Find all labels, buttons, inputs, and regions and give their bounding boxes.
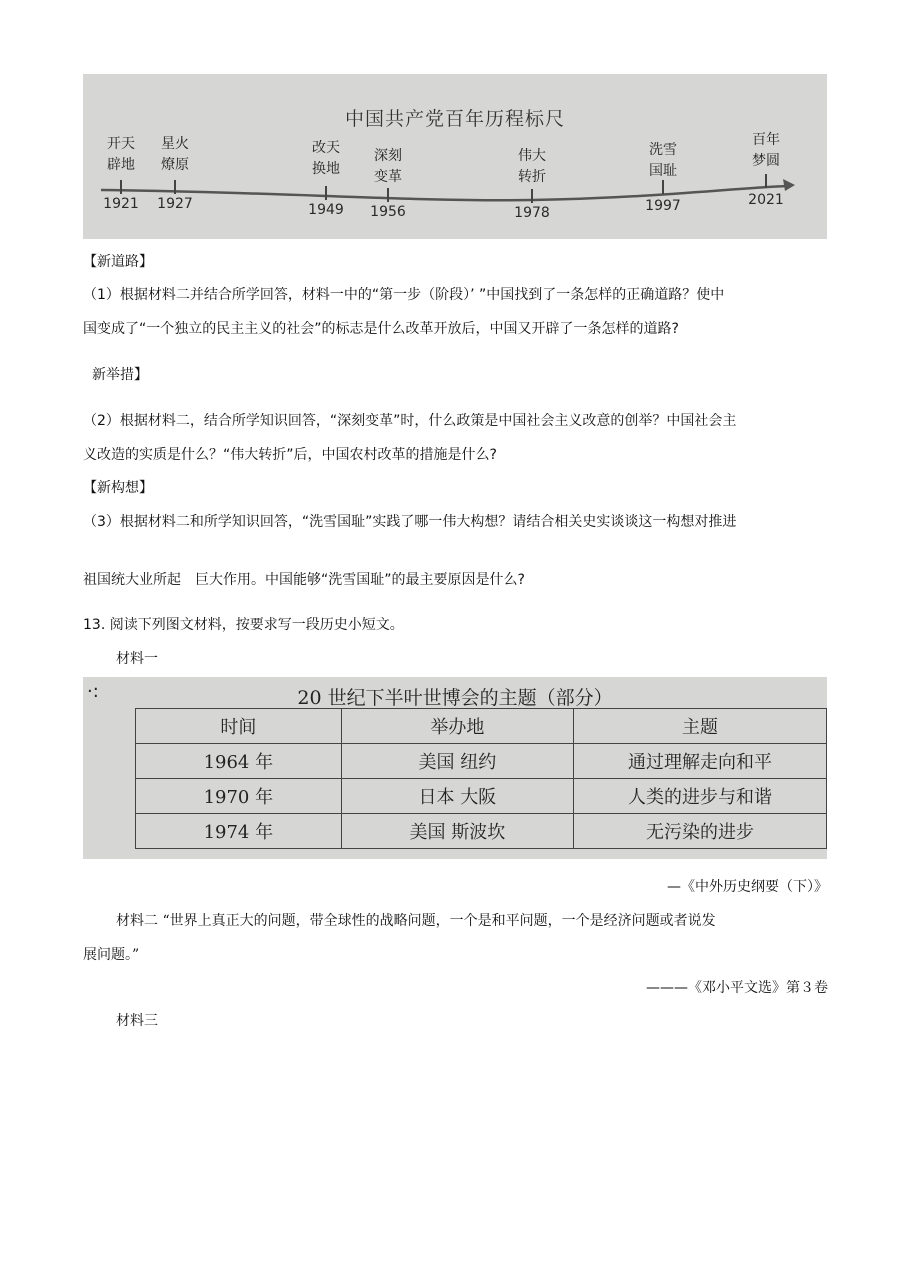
material-2-line-1: 材料二 “世界上真正大的问题，带全球性的战略问题，一个是和平问题，一个是经济问题或者说发 [116, 913, 716, 929]
section-heading-new-measures: 新举措】 [92, 367, 148, 383]
timeline-event-year: 1927 [157, 196, 193, 212]
source-citation-2: ———《邓小平文选》第３卷 [646, 980, 828, 996]
material-2-line-2: 展问题。” [83, 947, 140, 963]
material-1-label: 材料一 [116, 651, 158, 667]
expo-table-image [83, 677, 827, 859]
table-cell: 无污染的进步 [574, 814, 827, 849]
table-cell: 美国 纽约 [341, 744, 573, 779]
question-1-line-1: （1）根据材料二并结合所学回答，材料一中的“第一步（阶段）’ ”中国找到了一条怎样的正确道路？使中 [83, 287, 725, 303]
question-1-line-2: 国变成了“一个独立的民主主义的社会”的标志是什么改革开放后，中国又开辟了一条怎样的道路? [83, 321, 679, 337]
timeline-event-year: 2021 [748, 192, 784, 208]
question-2-line-1: （2）根据材料二，结合所学知识回答，“深刻变革”时，什么政策是中国社会主义改意的创举？中国社会主 [83, 413, 737, 429]
timeline-event-year: 1997 [645, 198, 681, 214]
table-cell: 1970 年 [136, 779, 342, 814]
timeline-event-year: 1921 [103, 196, 139, 212]
timeline-event-label: 伟大 转折 [518, 148, 546, 185]
table-header: 举办地 [341, 709, 573, 744]
expo-themes-table [135, 708, 827, 849]
timeline-event-label: 星火 燎原 [161, 136, 189, 173]
source-citation-1: —《中外历史纲要（下）》 [667, 879, 828, 895]
timeline-event-label: 洗雪 国耻 [649, 142, 677, 179]
table-cell: 美国 斯波坎 [341, 814, 573, 849]
table-header: 主题 [574, 709, 827, 744]
question-3-line-2: 祖国统大业所起 巨大作用。中国能够“洗雪国耻”的最主要原因是什么? [83, 572, 525, 588]
corner-mark: ·: [87, 681, 99, 702]
timeline-event-label: 开天 辟地 [107, 136, 135, 173]
timeline-title: 中国共产党百年历程标尺 [344, 108, 565, 130]
timeline-event-label: 深刻 变革 [374, 148, 402, 185]
table-cell: 1974 年 [136, 814, 342, 849]
section-heading-new-concept: 【新构想】 [83, 480, 153, 496]
timeline-event-year: 1978 [514, 205, 550, 221]
timeline-event-label: 百年 梦圆 [752, 132, 780, 169]
table-cell: 通过理解走向和平 [574, 744, 827, 779]
table-cell: 人类的进步与和谐 [574, 779, 827, 814]
timeline-image [83, 74, 827, 239]
question-13: 13. 阅读下列图文材料，按要求写一段历史小短文。 [83, 617, 404, 633]
table-row [136, 814, 827, 849]
table-header-row [136, 709, 827, 744]
timeline-event-label: 改天 换地 [312, 140, 340, 177]
question-3-line-1: （3）根据材料二和所学知识回答，“洗雪国耻”实践了哪一伟大构想？请结合相关史实谈谈这一构想对推进 [83, 514, 737, 530]
table-header: 时间 [136, 709, 342, 744]
expo-table-title: 20 世纪下半叶世博会的主题（部分） [297, 687, 613, 709]
section-heading-new-road: 【新道路】 [83, 254, 153, 270]
table-cell: 日本 大阪 [341, 779, 573, 814]
table-cell: 1964 年 [136, 744, 342, 779]
material-3-label: 材料三 [116, 1013, 158, 1029]
timeline-event-year: 1956 [370, 204, 406, 220]
table-row [136, 744, 827, 779]
timeline-event-year: 1949 [308, 202, 344, 218]
table-row [136, 779, 827, 814]
question-2-line-2: 义改造的实质是什么？“伟大转折”后，中国农村改革的措施是什么? [83, 447, 497, 463]
